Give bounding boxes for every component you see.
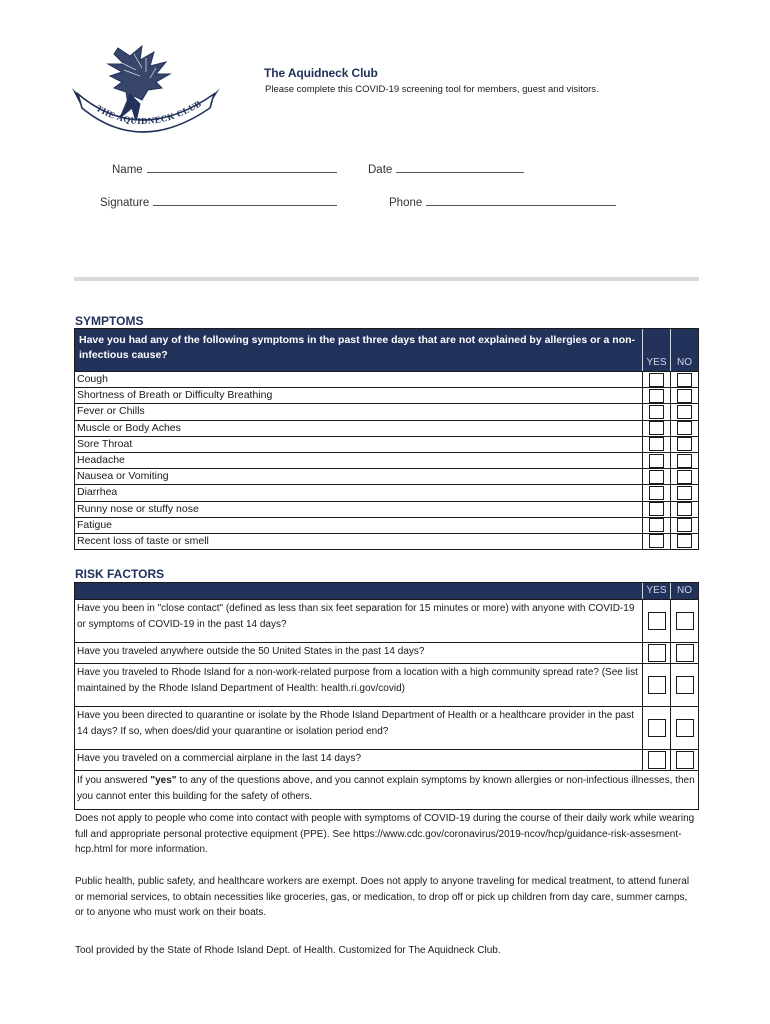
section-divider [74,277,699,281]
risk-yes-cell [642,750,670,770]
risk-no-checkbox[interactable] [676,612,694,630]
symptom-no-checkbox[interactable] [677,389,692,403]
symptom-label: Recent loss of taste or smell [77,534,209,547]
signature-label: Signature [100,197,150,209]
note-emphasis: "yes" [150,775,177,786]
risk-yes-checkbox[interactable] [648,612,666,630]
symptom-row [75,371,698,387]
risk-question-row [75,642,698,663]
risk-no-cell [670,664,698,706]
symptom-no-cell [670,372,698,387]
risk-no-cell [670,750,698,770]
symptom-no-cell [670,421,698,436]
symptom-yes-cell [642,502,670,517]
logo-banner-text: THE AQUIDNECK CLUB [94,98,204,127]
symptom-yes-cell [642,453,670,468]
symptom-no-cell [670,485,698,500]
symptom-label: Cough [77,373,108,385]
symptom-row [75,517,698,533]
risk-question-text: Have you traveled on a commercial airplane in the last 14 days? [77,753,362,764]
symptom-yes-checkbox[interactable] [649,389,664,403]
symptom-no-cell [670,453,698,468]
risk-yes-cell [642,664,670,706]
symptom-no-checkbox[interactable] [677,405,692,419]
symptom-yes-cell [642,534,670,549]
risk-question-text: Have you been directed to quarantine or isolate by the Rhode Island Department of Health or a healthcare provider in the past 14 days? If so, when does/did your quarantine or isolation period end? [77,710,635,737]
symptom-label: Muscle or Body Aches [77,421,181,434]
symptom-no-cell [670,469,698,484]
symptom-label: Runny nose or stuffy nose [77,502,199,515]
symptom-no-checkbox[interactable] [677,421,692,435]
symptoms-yes-header: YES [642,329,670,371]
form-subtitle: Please complete this COVID-19 screening tool for members, guest and visitors. [265,84,599,95]
symptom-yes-checkbox[interactable] [649,486,664,500]
symptom-no-cell [670,502,698,517]
symptom-yes-checkbox[interactable] [649,373,664,387]
symptom-no-cell [670,437,698,452]
symptoms-table [74,328,699,550]
workers-exemption-paragraph: Public health, public safety, and healthcare workers are exempt. Does not apply to anyone traveling for medical treatment, to attend funeral or memorial services, to obtain necessities like groceries, gas, or medication, to drop off or pick up children from day care, summer camps, or to anyone who must work on their boats. [75,876,690,918]
symptom-yes-checkbox[interactable] [649,405,664,419]
risk-no-cell [670,643,698,663]
risk-no-checkbox[interactable] [676,751,694,769]
symptom-no-checkbox[interactable] [677,486,692,500]
symptom-no-checkbox[interactable] [677,502,692,516]
symptom-yes-cell [642,421,670,436]
note-suffix: to any of the questions above, and you cannot explain symptoms by known allergies or non-infectious illnesses, then you cannot enter this building for the safety of others. [77,775,695,802]
symptom-row [75,403,698,419]
symptom-yes-checkbox[interactable] [649,534,664,548]
symptom-label: Sore Throat [77,437,133,450]
symptom-no-checkbox[interactable] [677,437,692,451]
club-title: The Aquidneck Club [264,66,378,80]
symptom-row [75,387,698,403]
tool-credit-paragraph: Tool provided by the State of Rhode Island Dept. of Health. Customized for The Aquidneck Club. [75,945,501,956]
symptom-no-cell [670,404,698,419]
risk-question-text: Have you been in "close contact" (defined as less than six feet separation for 15 minutes or more) with anyone with COVID-19 or symptoms of COVID-19 in the past 14 days? [77,603,635,630]
risk-question-row [75,706,698,749]
symptom-no-cell [670,388,698,403]
symptom-yes-cell [642,485,670,500]
symptom-no-checkbox[interactable] [677,518,692,532]
symptoms-header [75,329,698,371]
symptom-no-checkbox[interactable] [677,454,692,468]
risk-question-text: Have you traveled to Rhode Island for a non-work-related purpose from a location with a high community spread rate? (See list maintained by the Rhode Island Department of Health: health.ri.gov/covid) [77,667,638,694]
risk-question-row [75,663,698,706]
symptom-no-checkbox[interactable] [677,470,692,484]
risk-warning-note [75,770,698,809]
symptom-row [75,420,698,436]
symptom-row [75,501,698,517]
ppe-exemption-paragraph: Does not apply to people who come into contact with people with symptoms of COVID-19 during the course of their daily work while wearing full and appropriate personal protective equipment (PPE). See https://www.cdc.gov/coronavirus/2019-ncov/hcp/guidance-risk-assesment-hcp.html for more information. [75,813,695,855]
symptom-row [75,452,698,468]
risk-no-checkbox[interactable] [676,676,694,694]
risk-no-header: NO [670,583,698,599]
symptom-yes-cell [642,469,670,484]
note-prefix: If you answered [77,775,151,786]
symptom-no-cell [670,534,698,549]
symptom-yes-cell [642,372,670,387]
symptom-row [75,533,698,549]
risk-question-row [75,749,698,770]
symptom-label: Diarrhea [77,486,118,499]
risk-yes-checkbox[interactable] [648,719,666,737]
symptom-yes-cell [642,437,670,452]
risk-yes-cell [642,707,670,749]
risk-yes-checkbox[interactable] [648,644,666,662]
risk-yes-header: YES [642,583,670,599]
risk-no-checkbox[interactable] [676,644,694,662]
symptom-label: Nausea or Vomiting [77,470,169,483]
risk-yes-cell [642,600,670,642]
risk-yes-checkbox[interactable] [648,676,666,694]
phone-label: Phone [389,197,423,209]
date-label: Date [368,164,393,176]
symptom-yes-checkbox[interactable] [649,470,664,484]
risk-no-cell [670,707,698,749]
risk-factors-table [74,582,699,810]
symptom-label: Fatigue [77,518,113,531]
risk-factors-title: RISK FACTORS [75,567,165,581]
symptom-yes-checkbox[interactable] [649,518,664,532]
name-field[interactable] [112,162,337,176]
symptom-yes-cell [642,404,670,419]
date-field[interactable] [368,162,524,176]
symptoms-no-header: NO [670,329,698,371]
symptom-yes-cell [642,388,670,403]
symptom-row [75,468,698,484]
symptom-yes-cell [642,518,670,533]
phone-input-line[interactable] [426,195,616,206]
symptom-row [75,436,698,452]
risk-yes-cell [642,643,670,663]
symptoms-question: Have you had any of the following symptoms in the past three days that are not explained by allergies or a non-infectious cause? [75,329,642,371]
signature-input-line[interactable] [153,195,337,206]
symptom-no-checkbox[interactable] [677,534,692,548]
aquidneck-club-logo [70,38,220,138]
symptom-row [75,484,698,500]
risk-question-text: Have you traveled anywhere outside the 50 United States in the past 14 days? [77,646,425,657]
symptom-no-checkbox[interactable] [677,373,692,387]
symptom-yes-checkbox[interactable] [649,421,664,435]
risk-factors-header [75,583,698,599]
signature-field[interactable] [100,195,337,209]
symptom-label: Shortness of Breath or Difficulty Breathing [77,389,273,402]
name-input-line[interactable] [147,162,337,173]
risk-yes-checkbox[interactable] [648,751,666,769]
symptom-label: Headache [77,453,125,466]
symptom-yes-checkbox[interactable] [649,437,664,451]
date-input-line[interactable] [396,162,524,173]
symptom-label: Fever or Chills [77,405,145,418]
symptoms-title: SYMPTOMS [75,314,144,328]
phone-field[interactable] [389,195,616,209]
symptom-yes-checkbox[interactable] [649,502,664,516]
risk-no-cell [670,600,698,642]
risk-no-checkbox[interactable] [676,719,694,737]
symptom-yes-checkbox[interactable] [649,454,664,468]
risk-question-row [75,599,698,642]
symptom-no-cell [670,518,698,533]
name-label: Name [112,164,143,176]
